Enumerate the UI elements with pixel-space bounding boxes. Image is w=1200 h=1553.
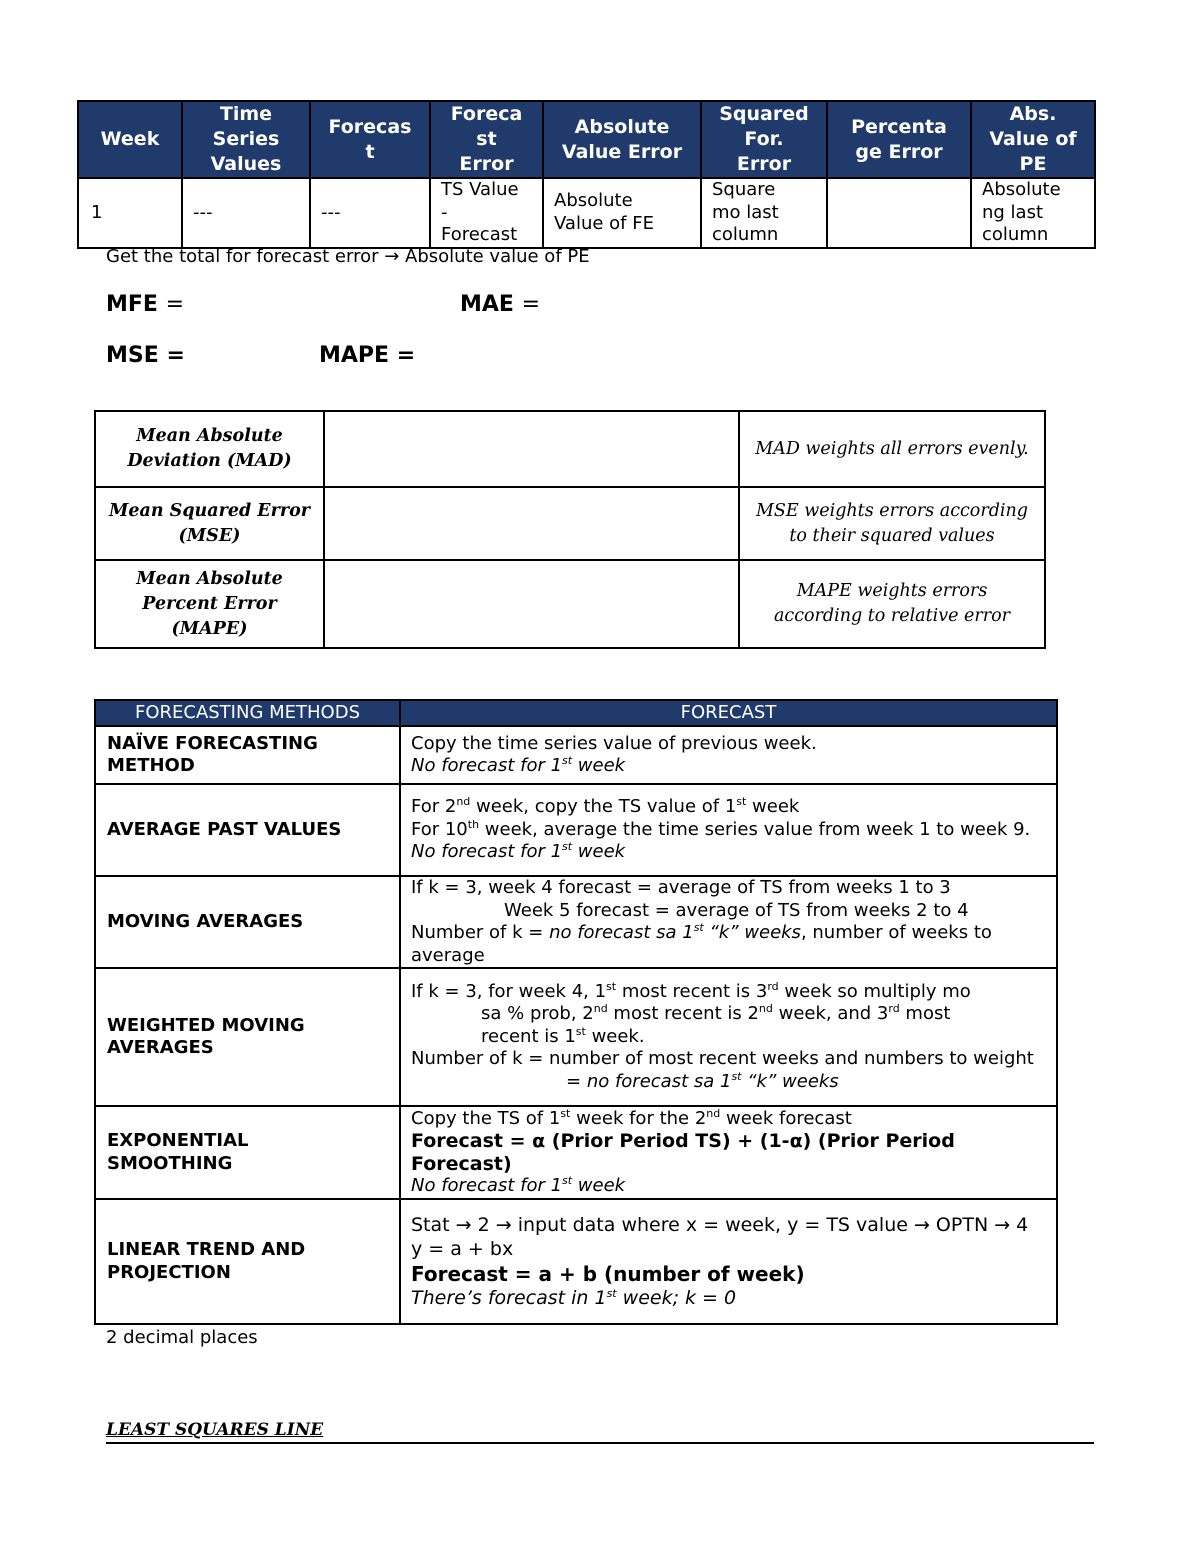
cell-forecast: --- bbox=[310, 178, 430, 248]
method-forecast: Stat → 2 → input data where x = week, y = TS value → OPTN → 4 y = a + bx Forecast = a + b (number of week) There’s forecast in 1st week; k = 0 bbox=[400, 1199, 1057, 1324]
measure-name: Mean Absolute Percent Error (MAPE) bbox=[95, 560, 324, 648]
header-week: Week bbox=[78, 101, 182, 178]
cell-week: 1 bbox=[78, 178, 182, 248]
method-row-exponential-smoothing bbox=[95, 1106, 1057, 1199]
measure-row-mad bbox=[95, 411, 1045, 487]
method-row-weighted-moving-averages bbox=[95, 968, 1057, 1106]
method-row-moving-averages bbox=[95, 876, 1057, 968]
note-total: Get the total for forecast error → Absolute value of PE bbox=[106, 246, 590, 267]
header-time-series-values: Time Series Values bbox=[182, 101, 310, 178]
header-absolute-value-error: Absolute Value Error bbox=[543, 101, 701, 178]
header-forecast-error: Foreca st Error bbox=[430, 101, 543, 178]
measure-desc: MSE weights errors according to their squared values bbox=[739, 487, 1045, 560]
header-forecasting-methods: FORECASTING METHODS bbox=[95, 700, 400, 726]
methods-table bbox=[94, 699, 1058, 1325]
table-row bbox=[78, 178, 1095, 248]
error-table bbox=[77, 100, 1096, 249]
method-name: NAÏVE FORECASTING METHOD bbox=[95, 726, 400, 784]
measure-value bbox=[324, 411, 739, 487]
cell-squared-error: Square mo last column bbox=[701, 178, 827, 248]
header-squared-error: Squared For. Error bbox=[701, 101, 827, 178]
method-name: AVERAGE PAST VALUES bbox=[95, 784, 400, 876]
method-forecast: If k = 3, week 4 forecast = average of TS from weeks 1 to 3 Week 5 forecast = average of TS from weeks 2 to 4 Number of k = no forecast sa 1st “k” weeks, number of weeks to average bbox=[400, 876, 1057, 968]
measure-name: Mean Absolute Deviation (MAD) bbox=[95, 411, 324, 487]
cell-abs-value-pe: Absolute ng last column bbox=[971, 178, 1095, 248]
measure-row-mse bbox=[95, 487, 1045, 560]
method-row-naive bbox=[95, 726, 1057, 784]
header-abs-value-pe: Abs. Value of PE bbox=[971, 101, 1095, 178]
methods-header-row bbox=[95, 700, 1057, 726]
method-name: WEIGHTED MOVING AVERAGES bbox=[95, 968, 400, 1106]
method-forecast: Copy the TS of 1st week for the 2nd week forecast Forecast = α (Prior Period TS) + (1-α) (Prior Period Forecast) No forecast for 1st week bbox=[400, 1106, 1057, 1199]
header-percentage-error: Percenta ge Error bbox=[827, 101, 971, 178]
method-name: EXPONENTIAL SMOOTHING bbox=[95, 1106, 400, 1199]
method-forecast: Copy the time series value of previous week. No forecast for 1st week bbox=[400, 726, 1057, 784]
measure-row-mape bbox=[95, 560, 1045, 648]
formula-mae: MAE = bbox=[460, 292, 541, 317]
measure-desc: MAD weights all errors evenly. bbox=[739, 411, 1045, 487]
method-forecast: For 2nd week, copy the TS value of 1st week For 10th week, average the time series value from week 1 to week 9. No forecast for 1st week bbox=[400, 784, 1057, 876]
formula-mfe: MFE = bbox=[106, 292, 185, 317]
method-name: LINEAR TREND AND PROJECTION bbox=[95, 1199, 400, 1324]
header-forecast: FORECAST bbox=[400, 700, 1057, 726]
error-table-header-row bbox=[78, 101, 1095, 178]
cell-absolute-value-error: Absolute Value of FE bbox=[543, 178, 701, 248]
measure-desc: MAPE weights errors according to relative error bbox=[739, 560, 1045, 648]
note-decimals: 2 decimal places bbox=[106, 1327, 258, 1348]
measure-value bbox=[324, 560, 739, 648]
section-title-least-squares: LEAST SQUARES LINE bbox=[106, 1420, 1094, 1444]
measure-name: Mean Squared Error (MSE) bbox=[95, 487, 324, 560]
cell-percentage-error bbox=[827, 178, 971, 248]
method-row-average-past-values bbox=[95, 784, 1057, 876]
formula-mse: MSE = bbox=[106, 343, 185, 368]
measures-table bbox=[94, 410, 1046, 649]
formula-mape: MAPE = bbox=[319, 343, 416, 368]
measure-value bbox=[324, 487, 739, 560]
method-name: MOVING AVERAGES bbox=[95, 876, 400, 968]
method-forecast: If k = 3, for week 4, 1st most recent is 3rd week so multiply mo sa % prob, 2nd most recent is 2nd week, and 3rd most recent is 1st week. Number of k = number of most recent weeks and numbers to weight = no forecast sa 1st “k” weeks bbox=[400, 968, 1057, 1106]
cell-forecast-error: TS Value - Forecast bbox=[430, 178, 543, 248]
method-row-linear-trend bbox=[95, 1199, 1057, 1324]
header-forecast: Forecas t bbox=[310, 101, 430, 178]
cell-ts-values: --- bbox=[182, 178, 310, 248]
